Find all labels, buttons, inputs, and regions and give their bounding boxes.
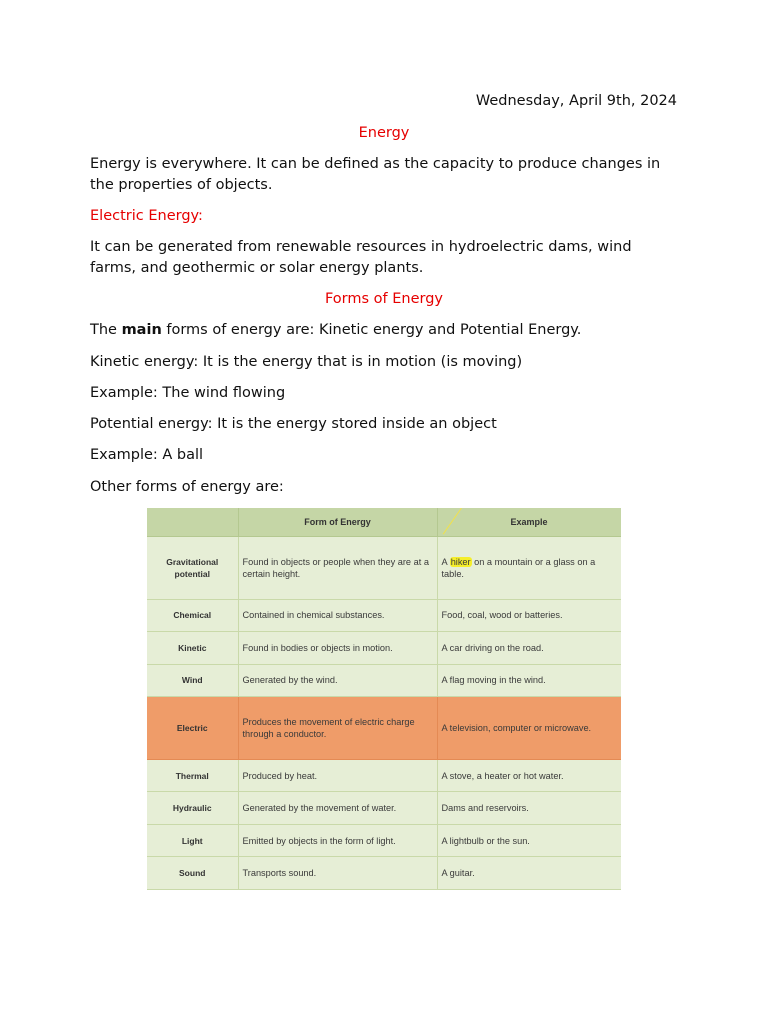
energy-form-description: Produces the movement of electric charge through a conductor.	[238, 697, 437, 760]
example-text: A stove, a heater or hot water.	[441, 770, 564, 781]
energy-form-description: Emitted by objects in the form of light.	[238, 824, 437, 857]
table-row	[147, 632, 621, 665]
table-header-row	[147, 508, 621, 537]
energy-form-name: Gravitational potential	[147, 537, 238, 600]
forms-of-energy-heading: Forms of Energy	[324, 291, 444, 307]
energy-form-example	[437, 792, 621, 825]
example-text: on a mountain or a glass on a table.	[441, 556, 596, 579]
energy-form-example	[437, 857, 621, 890]
main-forms-paragraph	[90, 320, 680, 341]
table-row	[147, 792, 621, 825]
electric-energy-paragraph: It can be generated from renewable resources in hydroelectric dams, wind farms, and geothermic or solar energy plants.	[90, 239, 632, 276]
energy-form-name: Light	[147, 824, 238, 857]
energy-form-name: Hydraulic	[147, 792, 238, 825]
highlighted-word: hiker	[450, 556, 471, 567]
table-row	[147, 599, 621, 632]
table-row	[147, 824, 621, 857]
table-row	[147, 759, 621, 792]
energy-form-name: Kinetic	[147, 632, 238, 665]
main-forms-prefix: The	[90, 322, 122, 338]
potential-example: Example: A ball	[90, 447, 204, 463]
energy-form-example	[437, 824, 621, 857]
energy-forms-table-image	[147, 508, 621, 890]
example-text: A car driving on the road.	[441, 642, 544, 653]
other-forms-intro: Other forms of energy are:	[90, 479, 284, 495]
energy-form-name: Electric	[147, 697, 238, 760]
table-row	[147, 857, 621, 890]
table-row	[147, 664, 621, 697]
main-forms-suffix: forms of energy are: Kinetic energy and Potential Energy.	[161, 322, 582, 338]
energy-form-example	[437, 759, 621, 792]
energy-form-name: Wind	[147, 664, 238, 697]
energy-form-example	[437, 599, 621, 632]
energy-form-name: Chemical	[147, 599, 238, 632]
electric-energy-heading: Electric Energy:	[90, 208, 203, 224]
kinetic-example: Example: The wind flowing	[90, 385, 286, 401]
example-text: A lightbulb or the sun.	[441, 835, 530, 846]
energy-form-description: Produced by heat.	[238, 759, 437, 792]
page-title: Energy	[358, 125, 410, 141]
document-date: Wednesday, April 9th, 2024	[475, 93, 677, 109]
energy-form-description: Found in bodies or objects in motion.	[238, 632, 437, 665]
main-forms-bold: main	[121, 322, 162, 338]
energy-form-description: Generated by the movement of water.	[238, 792, 437, 825]
energy-form-example	[437, 632, 621, 665]
table-header-cell: Example	[437, 508, 621, 537]
energy-form-example	[437, 537, 621, 600]
table-header-cell	[147, 508, 238, 537]
table-row	[147, 537, 621, 600]
example-text: A	[441, 556, 450, 567]
energy-form-example	[437, 697, 621, 760]
kinetic-definition: Kinetic energy: It is the energy that is in motion (is moving)	[90, 354, 523, 370]
energy-form-name: Sound	[147, 857, 238, 890]
energy-form-example	[437, 664, 621, 697]
example-text: A guitar.	[441, 868, 475, 879]
example-text: Dams and reservoirs.	[441, 803, 529, 814]
energy-form-description: Transports sound.	[238, 857, 437, 890]
example-text: A flag moving in the wind.	[441, 675, 546, 686]
energy-form-description: Generated by the wind.	[238, 664, 437, 697]
energy-form-description: Contained in chemical substances.	[238, 599, 437, 632]
intro-paragraph: Energy is everywhere. It can be defined as the capacity to produce changes in the properties of objects.	[90, 156, 661, 193]
potential-definition: Potential energy: It is the energy stored inside an object	[90, 416, 497, 432]
example-text: A television, computer or microwave.	[441, 722, 592, 733]
example-text: Food, coal, wood or batteries.	[441, 610, 563, 621]
energy-forms-table	[147, 508, 621, 890]
energy-form-description: Found in objects or people when they are at a certain height.	[238, 537, 437, 600]
energy-form-name: Thermal	[147, 759, 238, 792]
table-row	[147, 697, 621, 760]
table-header-cell: Form of Energy	[238, 508, 437, 537]
